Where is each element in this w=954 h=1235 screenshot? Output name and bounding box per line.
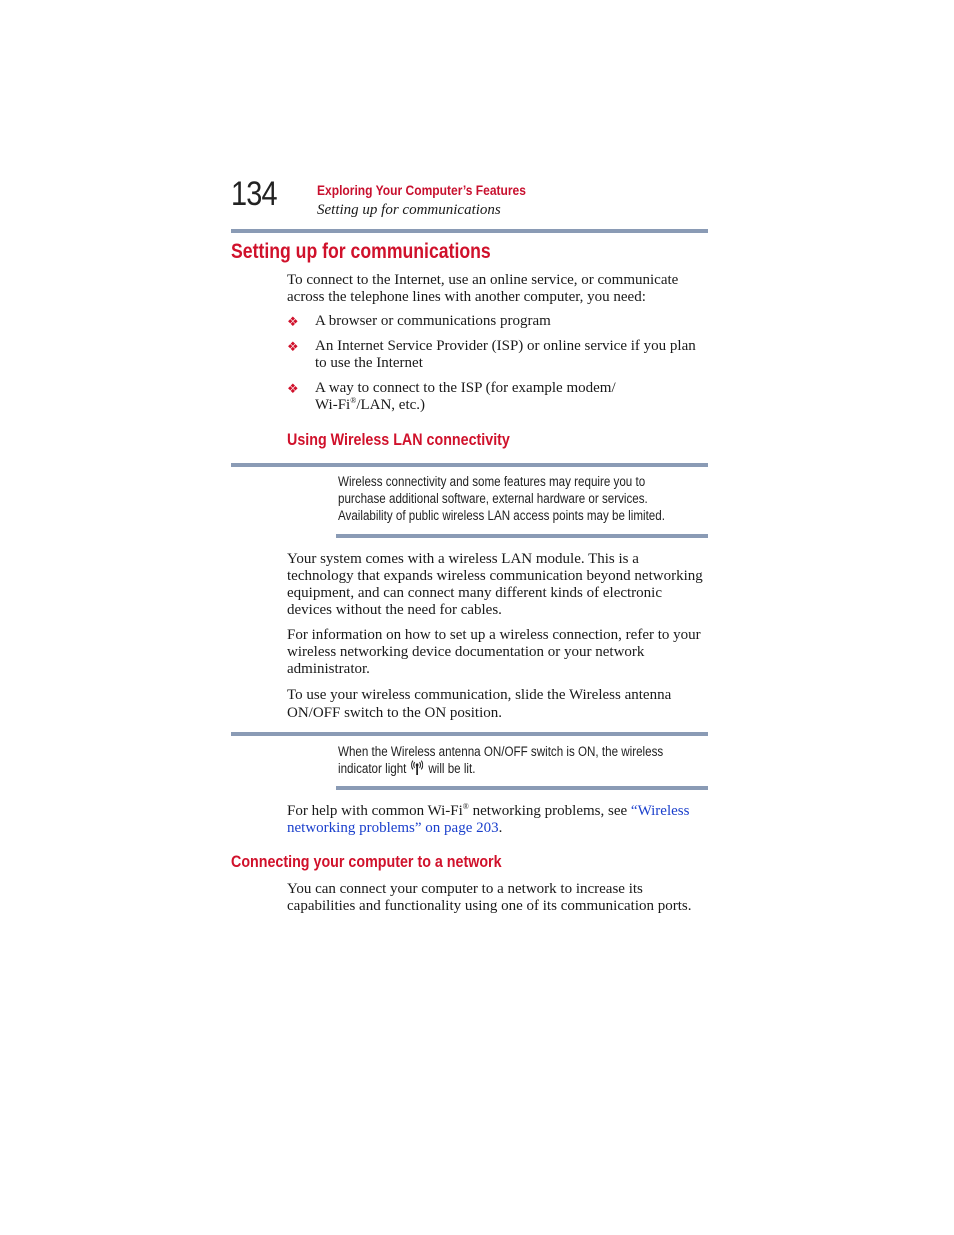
note-top-divider <box>231 732 708 736</box>
page-number: 134 <box>231 175 277 213</box>
setup-info-paragraph: For information on how to set up a wireless connection, refer to your wireless networking device documentation or your network administrator. <box>287 627 701 677</box>
list-item-text: An Internet Service Provider (ISP) or online service if you plan <box>315 338 696 354</box>
wireless-problems-link[interactable]: “Wireless <box>630 803 690 819</box>
wireless-module-paragraph: Your system comes with a wireless LAN module. This is a technology that expands wireless communication beyond networking equipment, and can connect many different kinds of electronic devices without the need for cables. <box>287 551 703 618</box>
running-section-title: Setting up for communications <box>317 202 501 218</box>
note-bottom-divider <box>336 534 708 538</box>
note-top-divider <box>231 463 708 467</box>
list-item-text-cont: to use the Internet <box>315 355 423 371</box>
note-line: Availability of public wireless LAN access points may be limited. <box>338 508 665 523</box>
note-box <box>338 743 716 779</box>
list-item <box>287 313 551 331</box>
chapter-title: Exploring Your Computer’s Features <box>317 182 526 198</box>
section-heading: Setting up for communications <box>231 240 491 263</box>
bullet-icon: ❖ <box>287 339 299 354</box>
note-box <box>338 473 718 524</box>
note-line: purchase additional software, external hardware or services. <box>338 491 648 506</box>
header-divider <box>231 229 708 233</box>
network-paragraph: You can connect your computer to a network to increase its capabilities and functionality using one of its communication ports. <box>287 881 692 914</box>
note-line: When the Wireless antenna ON/OFF switch is ON, the wireless <box>338 744 664 759</box>
bullet-icon: ❖ <box>287 381 299 396</box>
help-paragraph: For help with common Wi-Fi® networking problems, see “Wireless networking problems” on page 203. <box>287 802 690 836</box>
wireless-subheading: Using Wireless LAN connectivity <box>287 430 510 449</box>
note-bottom-divider <box>336 786 708 790</box>
list-item-text: A way to connect to the ISP (for example modem/ <box>315 380 616 396</box>
antenna-switch-paragraph: To use your wireless communication, slide the Wireless antenna ON/OFF switch to the ON position. <box>287 687 672 721</box>
bullet-icon: ❖ <box>287 314 299 329</box>
wireless-indicator-icon <box>411 760 423 779</box>
list-item-text: A browser or communications program <box>315 313 551 329</box>
list-item <box>287 338 696 371</box>
note-line: Wireless connectivity and some features may require you to <box>338 474 646 489</box>
list-item-text-cont: Wi-Fi®/LAN, etc.) <box>315 396 426 413</box>
intro-paragraph: To connect to the Internet, use an online service, or communicate across the telephone lines with another computer, you need: <box>287 272 679 305</box>
wireless-problems-link-cont[interactable]: networking problems” on page 203 <box>287 820 499 836</box>
list-item <box>287 380 616 413</box>
network-subheading: Connecting your computer to a network <box>231 852 502 871</box>
note-line: indicator light will be lit. <box>338 760 663 779</box>
